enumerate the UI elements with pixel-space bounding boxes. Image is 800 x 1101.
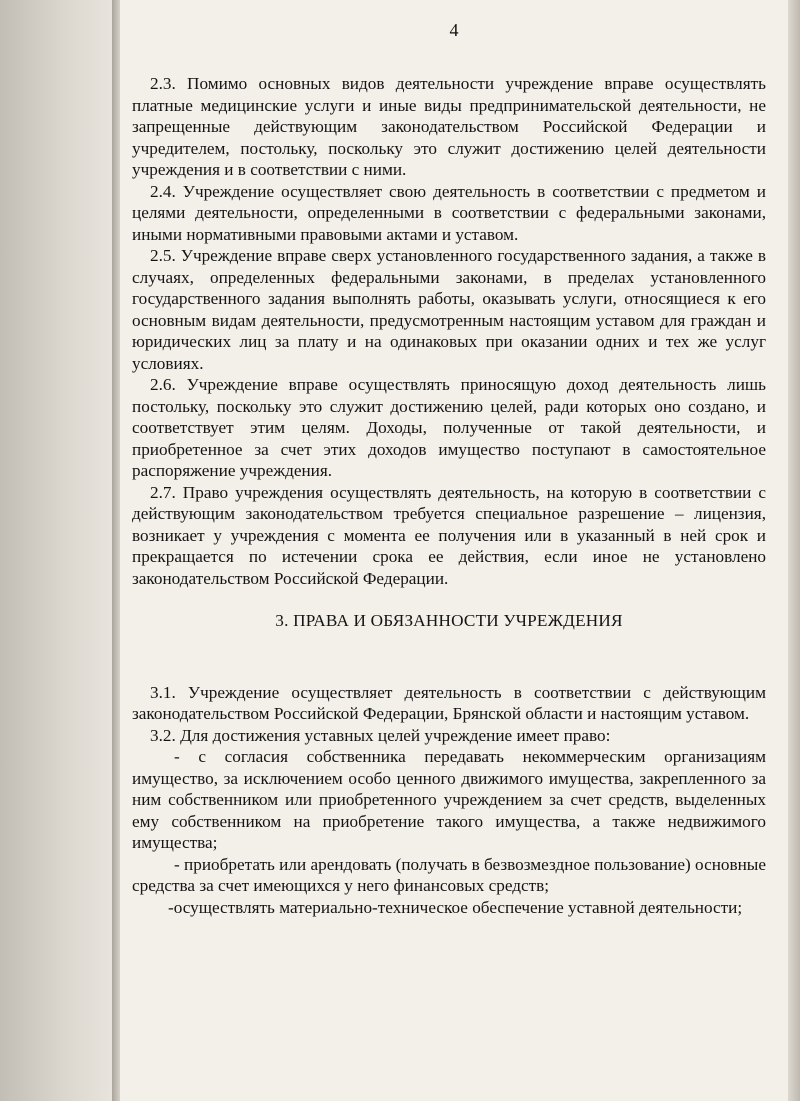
list-item: - приобретать или арендовать (получать в безвозмездное пользование) основные средства за счет имеющихся у него финансовых средств; [132,854,766,895]
list-item: - с согласия собственника передавать некоммерческим организациям имущество, за исключением особо ценного движимого имущества, закрепленного за ним собственником или приобретенного учреждением за счет средств, выделенных ему собственником на приобретение такого имущества, а также недвижимого имущества; [132,747,766,852]
page-number: 4 [449,20,459,40]
page-content [132,73,766,918]
paragraph-2-5: 2.5. Учреждение вправе сверх установленного государственного задания, а также в случаях, определенных федеральными законами, в пределах установленного государственного задания выполнять работы, оказывать услуги, относящиеся к его основным видам деятельности, предусмотренным настоящим уставом для граждан и юридических лиц за плату и на одинаковых при оказании одних и тех же услуг условиях. [132,246,766,373]
book-spine [112,0,120,1101]
paragraph-2-4: 2.4. Учреждение осуществляет свою деятельность в соответствии с предметом и целями деятельности, определенными в соответствии с федеральными законами, иными нормативными правовыми актами и уставом. [132,181,766,244]
list-item: -осуществлять материально-техническое обеспечение уставной деятельности; [168,897,743,917]
paragraph-3-1: 3.1. Учреждение осуществляет деятельность в соответствии с действующим законодательством Российской Федерации, Брянской области и настоящим уставом. [132,682,766,723]
paragraph-2-3: 2.3. Помимо основных видов деятельности учреждение вправе осуществлять платные медицинские услуги и иные виды предпринимательской деятельности, не запрещенные действующим законодательством Российской Федерации и учредителем, постольку, поскольку это служит достижению целей деятельности учреждения и в соответствии с ними. [132,74,766,179]
section-title: 3. ПРАВА И ОБЯЗАННОСТИ УЧРЕЖДЕНИЯ [275,611,623,630]
previous-page-edge [0,0,112,1101]
document-page [120,0,788,1101]
page-right-edge [788,0,800,1101]
paragraph-2-7: 2.7. Право учреждения осуществлять деятельность, на которую в соответствии с действующим законодательством требуется специальное разрешение – лицензия, возникает у учреждения с момента ее получения или в указанный в ней срок и прекращается по истечении срока ее действия, если иное не установлено законодательством Российской Федерации. [132,482,766,588]
paragraph-2-6: 2.6. Учреждение вправе осуществлять приносящую доход деятельность лишь постольку, поскольку это служит достижению целей, ради которых оно создано, и соответствует этим целям. Доходы, полученные от такой деятельности, и приобретенное за счет этих доходов имущество поступают в самостоятельное распоряжение учреждения. [132,375,766,480]
paragraph-3-2: 3.2. Для достижения уставных целей учреждение имеет право: [150,725,611,745]
